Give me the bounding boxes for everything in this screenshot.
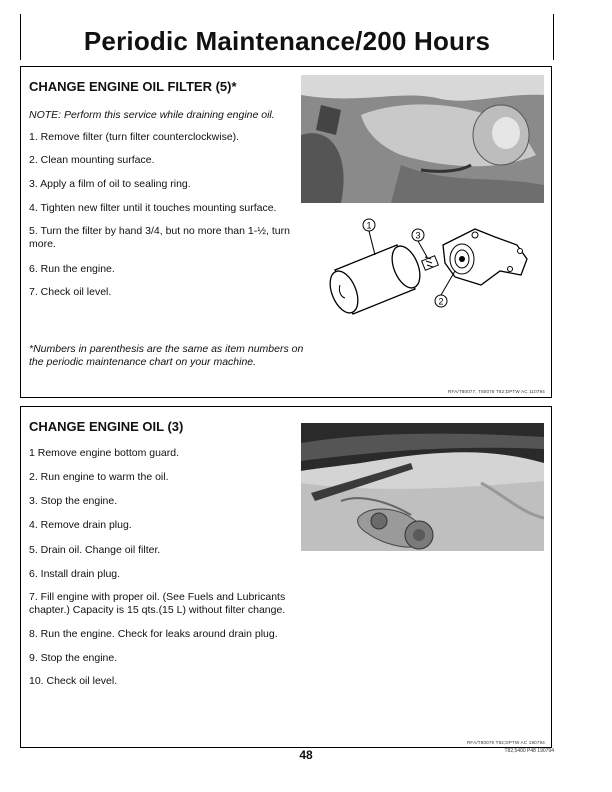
step-item: 8. Run the engine. Check for leaks around drain plug. xyxy=(29,628,278,640)
engine-oil-section xyxy=(20,406,552,748)
step-item: 7. Fill engine with proper oil. (See Fuels and Lubricants chapter.) Capacity is 15 qts.(15 L) without filter change. xyxy=(29,591,286,616)
page-title: Periodic Maintenance/200 Hours xyxy=(83,26,491,56)
callout-1: 1 xyxy=(366,220,372,231)
section-note: NOTE: Perform this service while draining engine oil. xyxy=(29,109,275,121)
drain-plug-photo xyxy=(301,423,544,551)
callout-2: 2 xyxy=(438,296,444,307)
step-item: 6. Run the engine. xyxy=(29,263,115,275)
step-item: 6. Install drain plug. xyxy=(29,568,121,580)
oil-filter-section xyxy=(20,66,552,398)
oil-filter-photo xyxy=(301,75,544,203)
page-number: 48 xyxy=(299,748,313,762)
section-heading: CHANGE ENGINE OIL (3) xyxy=(29,419,184,434)
step-item: 1. Remove filter (turn filter counterclockwise). xyxy=(29,131,240,143)
step-item: 1 Remove engine bottom guard. xyxy=(29,447,180,459)
ref-code: RFA/T80079 T82;DPTW AC 190794 xyxy=(466,740,545,745)
step-item: 2. Run engine to warm the oil. xyxy=(29,471,169,483)
step-item: 5. Drain oil. Change oil filter. xyxy=(29,544,161,556)
callout-3: 3 xyxy=(415,230,421,241)
title-frame xyxy=(20,14,554,60)
footnote: *Numbers in parenthesis are the same as item numbers on the periodic maintenance chart on your machine. xyxy=(29,343,304,368)
step-item: 9. Stop the engine. xyxy=(29,652,118,664)
oil-filter-diagram xyxy=(305,215,535,327)
step-item: 4. Remove drain plug. xyxy=(29,519,132,531)
step-item: 3. Stop the engine. xyxy=(29,495,118,507)
step-item: 2. Clean mounting surface. xyxy=(29,154,155,166)
ref-code: RFA/T80077, T80078 T82;DPTW AC 110794 xyxy=(448,389,545,394)
document-code: T82,5400 P48 190794 xyxy=(504,748,554,754)
step-item: 3. Apply a film of oil to sealing ring. xyxy=(29,178,191,190)
section-heading: CHANGE ENGINE OIL FILTER (5)* xyxy=(29,79,237,94)
step-item: 7. Check oil level. xyxy=(29,286,112,298)
step-item: 4. Tighten new filter until it touches mounting surface. xyxy=(29,202,277,214)
step-item: 10. Check oil level. xyxy=(29,675,118,687)
step-item: 5. Turn the filter by hand 3/4, but no more than 1-½, turn more. xyxy=(29,225,290,250)
